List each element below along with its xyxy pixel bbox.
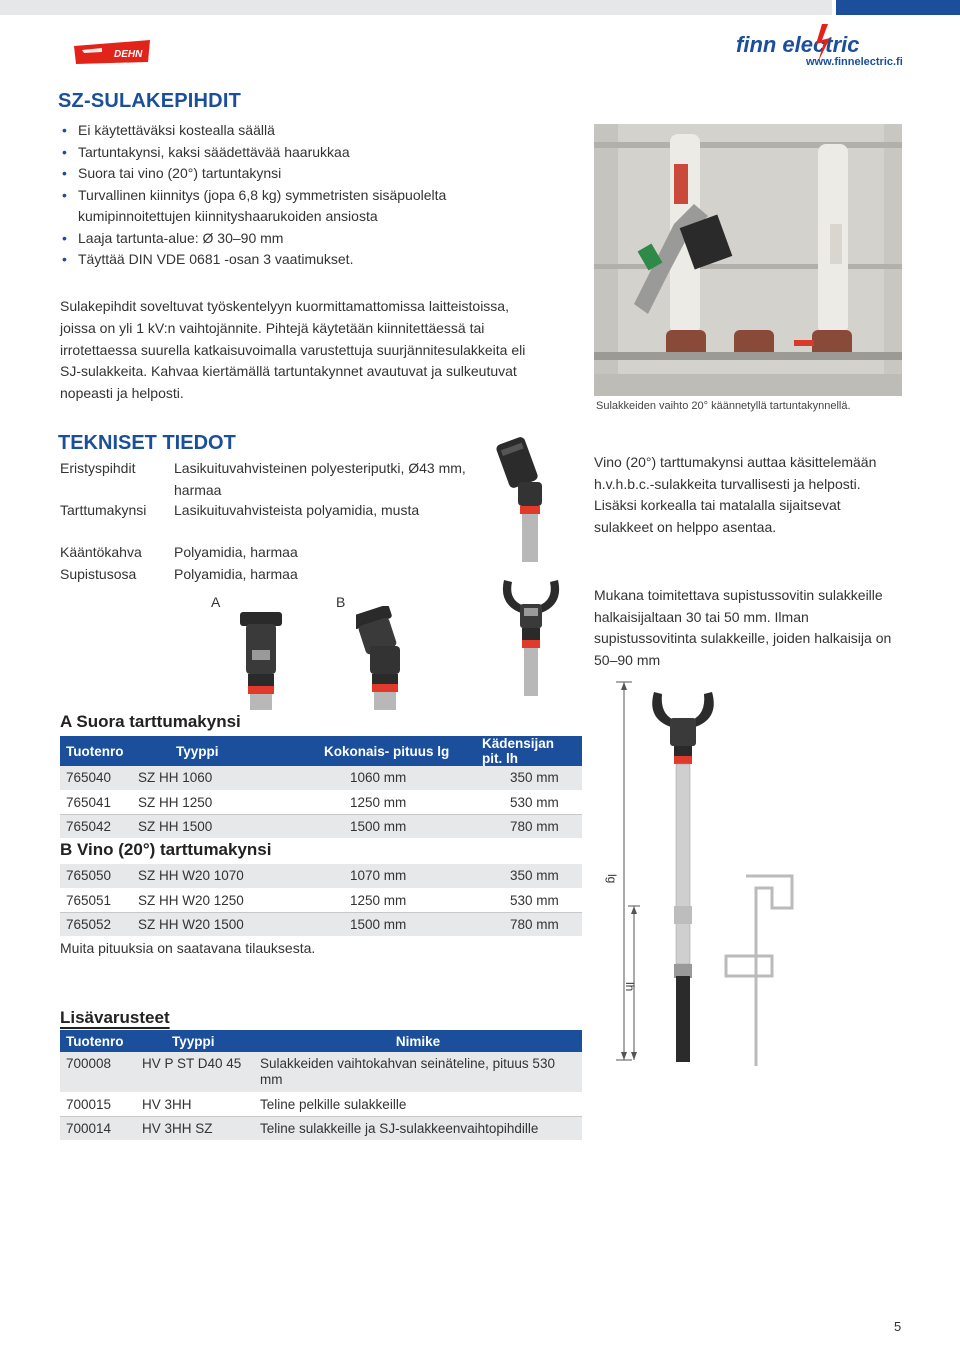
spec-value: Polyamidia, harmaa: [174, 544, 298, 560]
straight-claw-image: [236, 610, 286, 710]
feature-item: • Tartuntakynsi, kaksi säädettävää haarukkaa: [60, 142, 500, 164]
lg-label: lg: [605, 874, 619, 884]
photo-caption: Sulakkeiden vaihto 20° käännetyllä tartuntakynnellä.: [596, 400, 851, 412]
finn-url: www.finnelectric.fi: [806, 56, 903, 68]
top-bar-left: [0, 0, 832, 15]
table-header-cell: Tyyppi: [132, 736, 318, 766]
table-a: [60, 736, 582, 839]
dehn-logo-text: DEHN: [114, 49, 143, 60]
spec-value: Lasikuituvahvisteinen polyesteriputki, Ø43 mm, harmaa: [174, 460, 466, 498]
page-number: 5: [894, 1319, 902, 1334]
table-row: [60, 888, 582, 912]
cell-handle: 350 mm: [482, 766, 582, 790]
cell-length: 1070 mm: [318, 864, 482, 888]
table-header-cell: Tuotenro: [60, 736, 132, 766]
feature-item: • Turvallinen kiinnitys (jopa 6,8 kg) symmetristen sisäpuolelta kumipinnoitettujen kiinnityshaarukoiden ansiosta: [60, 185, 500, 228]
spec-value: Polyamidia, harmaa: [174, 566, 298, 582]
dehn-logo: [72, 38, 152, 66]
availability-note: Muita pituuksia on saatavana tilauksesta.: [60, 940, 316, 956]
usage-photo: [594, 124, 902, 396]
spec-key: Eristyspihdit: [60, 460, 136, 476]
lh-label: lh: [623, 982, 637, 992]
cell-product-no: 700015: [60, 1093, 136, 1117]
cell-product-no: 765052: [60, 912, 132, 936]
tech-title: TEKNISET TIEDOT: [58, 432, 236, 454]
cell-type: HV 3HH: [136, 1093, 254, 1117]
cell-product-no: 765050: [60, 864, 132, 888]
accessories-title: Lisävarusteet: [60, 1008, 170, 1027]
cell-length: 1500 mm: [318, 912, 482, 936]
cell-product-no: 765042: [60, 814, 132, 838]
spec-key: Kääntökahva: [60, 544, 142, 560]
page-title: SZ-SULAKEPIHDIT: [58, 90, 241, 112]
cell-length: 1060 mm: [318, 766, 482, 790]
cell-type: HV P ST D40 45: [136, 1052, 254, 1093]
table-header-cell: Kokonais- pituus lg: [318, 736, 482, 766]
table-row: [60, 1093, 582, 1117]
table-b: [60, 864, 582, 937]
table-row: [60, 912, 582, 936]
table-row: [60, 1117, 582, 1141]
spec-key: Tarttumakynsi: [60, 502, 147, 518]
table-row: [60, 814, 582, 838]
cell-name: Sulakkeiden vaihtokahvan seinäteline, pituus 530 mm: [254, 1052, 582, 1093]
table-row: [60, 766, 582, 790]
table-a-title: A Suora tarttumakynsi: [60, 712, 241, 731]
cell-length: 1250 mm: [318, 790, 482, 814]
cell-name: Teline sulakkeille ja SJ-sulakkeenvaihtopihdille: [254, 1117, 582, 1141]
label-b: B: [336, 594, 346, 610]
cell-length: 1250 mm: [318, 888, 482, 912]
cell-length: 1500 mm: [318, 814, 482, 838]
label-a: A: [211, 594, 221, 610]
right-paragraph-2: Mukana toimitettava supistussovitin sulakkeille halkaisijaltaan 30 tai 50 mm. Ilman supistussovitinta sulakkeille, joiden halkaisija on 50–90 mm: [594, 587, 892, 668]
cell-handle: 350 mm: [482, 864, 582, 888]
cell-handle: 780 mm: [482, 814, 582, 838]
cell-handle: 530 mm: [482, 888, 582, 912]
table-header-cell: Nimike: [254, 1030, 582, 1052]
cell-type: SZ HH W20 1250: [132, 888, 318, 912]
cell-type: SZ HH W20 1500: [132, 912, 318, 936]
cell-name: Teline pelkille sulakkeille: [254, 1093, 582, 1117]
accessories-table: [60, 1030, 582, 1141]
feature-item: • Laaja tartunta-alue: Ø 30–90 mm: [60, 228, 500, 250]
cell-product-no: 700008: [60, 1052, 136, 1093]
spec-key: Supistusosa: [60, 566, 137, 582]
cell-type: SZ HH 1060: [132, 766, 318, 790]
cell-product-no: 765040: [60, 766, 132, 790]
open-claw-image: [494, 566, 568, 696]
dimension-drawing: [596, 676, 806, 1076]
top-bar-right: [836, 0, 960, 15]
table-row: [60, 1052, 582, 1093]
right-paragraph-1: Vino (20°) tarttumakynsi auttaa käsittelemään h.v.h.b.c.-sulakkeita turvallisesti ja helposti. Lisäksi korkealla tai matalalla sijaitsevat sulakkeet on helppo asentaa.: [594, 454, 877, 535]
table-b-title: B Vino (20°) tarttumakynsi: [60, 840, 272, 859]
cell-type: SZ HH 1250: [132, 790, 318, 814]
feature-item: • Täyttää DIN VDE 0681 -osan 3 vaatimukset.: [60, 249, 500, 271]
feature-list: [60, 120, 500, 271]
table-row: [60, 790, 582, 814]
table-header-cell: Kädensijan pit. lh: [482, 736, 582, 766]
feature-item: • Suora tai vino (20°) tartuntakynsi: [60, 163, 500, 185]
angled-claw-side-image: [494, 432, 564, 562]
cell-product-no: 700014: [60, 1117, 136, 1141]
table-header-cell: Tuotenro: [60, 1030, 136, 1052]
cell-type: SZ HH 1500: [132, 814, 318, 838]
cell-product-no: 765041: [60, 790, 132, 814]
cell-product-no: 765051: [60, 888, 132, 912]
description-paragraph: Sulakepihdit soveltuvat työskentelyyn kuormittamattomissa laitteistoissa, joissa on yli 1 kV:n vaihtojännite. Pihtejä käytetään kiinnitettäessä tai irrotettaessa suurella katkaisuvoimalla varustettuja suurjännitesulakkeita eli SJ-sulakkeita. Kahvaa kiertämällä tartuntakynnet avautuvat ja sulkeutuvat nopeasti ja helposti.: [60, 298, 526, 402]
angled-claw-image: [356, 606, 412, 710]
cell-handle: 530 mm: [482, 790, 582, 814]
table-row: [60, 864, 582, 888]
table-header-cell: Tyyppi: [136, 1030, 254, 1052]
cell-type: HV 3HH SZ: [136, 1117, 254, 1141]
cell-type: SZ HH W20 1070: [132, 864, 318, 888]
cell-handle: 780 mm: [482, 912, 582, 936]
feature-item: • Ei käytettäväksi kostealla säällä: [60, 120, 500, 142]
finn-logo-text: finn electric: [736, 32, 860, 57]
spec-value: Lasikuituvahvisteista polyamidia, musta: [174, 502, 420, 518]
